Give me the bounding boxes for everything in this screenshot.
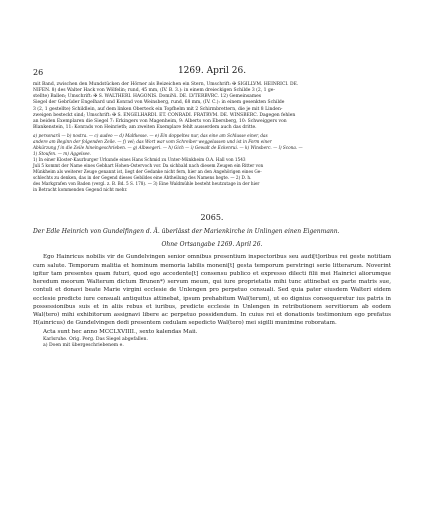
note-line: schlechts zu denken, das in der Gegend dieses Gebildes eine Abtheilung des Namens hegte. — 2) D. h. <box>33 175 252 181</box>
note-line: 1) In einer Kloster-Kaurburger Urkunde eines Hans Schmid zu Unter-Münkheim O.A. Hall von 1543 <box>33 157 246 163</box>
text-line: mit Band, zwischen den Mundstücken der Hörner als Beizeichen ein Stern, Umschrift: ✠ SIGILLVM. HEINRICI. DE. <box>33 82 299 87</box>
document-rubric: Der Edle Heinrich von Gundelfingen d. Ä. überlässt der Marienkirche in Unlingen einen Eigenmann. <box>33 228 340 236</box>
document-text: Ego Hainricus nobilis vir de Gundelvingen senior omnibus presentium inspectoribus seu audi[t]oribus rei geste notitiam cum salute. Temporum malitia et hominum memoria labilis moneni[t] gesta temporum perstringi serie litterarum. Noverint igitur tam presentes quam futuri, quod ego accedente[t] consensu publico et expresso dilecti filii mei Hainrici aliorumque heredum meorum Walterum dictum Brunen*) servum meum, qui iure proprietatis mihi tunc attinebat ex parte matris sue, contuli et donavi beate Marie virgini ecclesie de Unlengen pro perpetuo censuali. Sed quia pater eiusdem Walteri eidem ecclesie predicte iure censuali antiquitus attinebat, ipsum prehabitum Wal(terum), ut eo dignius consequeretur ius patris in possessionibus suis et in aliis rebus et iuribus, predicte ecclesie in Unlengen in retributionem servitiorum ab eodem Wal(tero) mihi exhibitorum assignavi libere ac perpetuo possidendum. In cuius rei et donationis testimonium ego prefatus H(ainricus) de Gundelvingen dedi presentem cedulam sepedicto Wal(tero) mei sigilli munimine roboratam. <box>33 254 391 327</box>
text-line: zweigen besteckt sind; Umschrift: ✠ S. ENGELHARDI. ET. CONRADI. FRATRVM. DE. WINSBERC. Dagegen fehlen <box>33 112 296 118</box>
text-line: Blankenstein, 11: Konrads von Heinrieth; am zweiten Exemplare fehlt ausserdem auch das dritte. <box>33 125 257 131</box>
note-line: 1) Stoufen. — m) Aggelsee. <box>33 151 91 157</box>
document-number: 2065. <box>200 213 224 223</box>
note-line: Juli 5 kommt der Name eines Gebhart Hohen-Ostervoch vor. Da sichbald nach diesem Zeugen ein Ritter von <box>33 163 264 169</box>
running-title: 1269. April 26. <box>177 66 247 76</box>
note-line: des Markgrafen von Baden (vergl. z. B. Bd. 5 S. 178). — 3) Eine Waldmühle besteht heutzutage in der hier <box>33 181 260 187</box>
text-line: NIFEN. 8) des Walter Hack von Wölfelin; rund, 45 mm, (IV. B. 3.): in einem dreieckigen Schilde 3 (2, 1 ge- <box>33 88 275 94</box>
previous-document-notes <box>33 133 391 193</box>
document-date: Ohne Ortsangabe 1269. April 26. <box>161 241 263 249</box>
source-line: Karlsruhe. Orig. Perg. Das Siegel abgefallen. <box>43 336 148 342</box>
page-header <box>33 66 391 80</box>
text-line: Siegel der Gebrüder Engelhard und Konrad von Weinsberg, rund, 68 mm, (IV. C.): in einem gesenkten Schilde <box>33 100 285 106</box>
note-line: Abkürzung f in die Zeile hineingeschrieben. — g) Albwegeri. — h) Gich — i) Gewalt de Eckenrui. — k) Winsberc. — l) Scona. — <box>33 145 303 151</box>
page-number: 26 <box>33 68 44 77</box>
text-line: an beiden Exemplaren die Siegel 7: Erkingers von Magenheim, 9: Alberts von Ebersberg, 10: Schweiggers von <box>33 118 287 124</box>
document-page <box>33 66 391 349</box>
text-line: 3 (2, 1 gestellte) Schildlein, auf dem linken Oberteck ein Topfhelm mit 2 Schirmbrettern, die je mit 8 Linden- <box>33 106 283 112</box>
text-line: stellte) Ballen; Umschrift: ✠ S. WALTHERI. HAGONIS. DomiNi. DE. LVTERBVRC. 12) Gemeinsames <box>33 94 262 100</box>
previous-document-continuation <box>33 82 391 131</box>
source-note <box>33 337 391 349</box>
document-body <box>33 253 391 336</box>
footnote-line: a) Doen mit übergeschriebenem e. <box>43 342 124 348</box>
note-line: in Betracht kommenden Gegend nicht mehr. <box>33 187 128 193</box>
note-line: a) personarii — b) nostra. — c) audeo — d) Maltkesse. — e) Ein doppeltes nur, das eine am Schlusse einer, das <box>33 133 268 139</box>
note-line: andere am Beginn der folgenden Zeile. — f) vel; das Wort war vom Schreiber weggelassen und ist in Form einer <box>33 139 272 145</box>
note-line: Münkheim als weiterer Zeuge genannt ist, liegt der Gedanke nicht fern, hier an den Angehörigen eines Ge- <box>33 169 262 175</box>
document-closing: Acta sunt hec anno MCCLXVIIII., sexto kalendas Maii. <box>43 328 198 335</box>
